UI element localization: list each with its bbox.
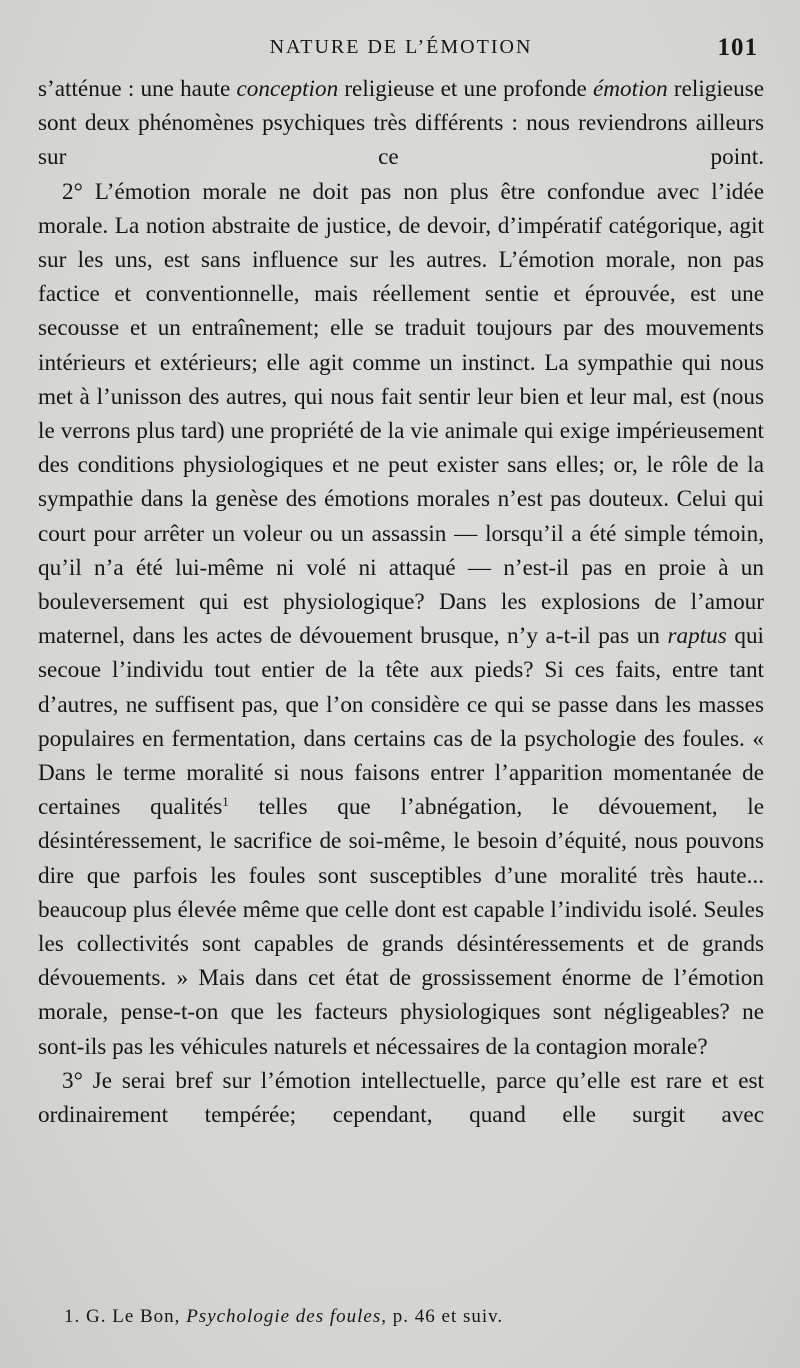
paragraph-1-text-b: religieuse et une profonde	[338, 76, 594, 102]
paragraph-2	[38, 175, 764, 1064]
footnote-book-title: Psychologie des foules	[186, 1306, 382, 1327]
footnote	[64, 1306, 503, 1328]
paragraph-1-emphasis-conception: conception	[236, 76, 339, 102]
paragraph-1-text-c: religieuse sont deux phénomènes psychiques très différents : nous reviendrons ailleurs sur ce point.	[38, 76, 765, 171]
paragraph-3	[38, 1064, 764, 1132]
page-number: 101	[717, 34, 758, 61]
paragraph-2-emphasis-raptus: raptus	[667, 623, 727, 650]
paragraph-2-text-c: telles que l’abnégation, le dévouement, le désintéressement, le sacrifice de soi-même, le besoin d’équité, nous pouvons dire que parfois les foules sont susceptibles d’une moralité très haute... beaucoup plus élevée même que celle dont est capable l’individu isolé. Seules les collectivités sont capables de grands désintéressements et de grands dévouements. » Mais dans cet état de grossissement énorme de l’émotion morale, pense-t-on que les facteurs physiologiques sont négligeables? ne sont-ils pas les véhicules naturels et nécessaires de la contagion morale?	[38, 794, 764, 1060]
running-title: NATURE DE L’ÉMOTION	[269, 36, 533, 58]
footnote-pages: , p. 46 et suiv.	[381, 1306, 504, 1327]
paragraph-1	[38, 72, 764, 175]
paragraph-3-text: 3° Je serai bref sur l’émotion intellectuelle, parce qu’elle est rare et est ordinairement tempérée; cependant, quand elle surgit avec	[38, 1067, 764, 1129]
paragraph-1-text-a: s’atténue : une haute	[38, 76, 237, 102]
footnote-author: G. Le Bon,	[80, 1306, 187, 1327]
paragraph-1-emphasis-emotion: émotion	[593, 76, 668, 102]
footnote-number: 1.	[64, 1306, 81, 1327]
paragraph-2-text-a: 2° L’émotion morale ne doit pas non plus être confondue avec l’idée morale. La notion abstraite de justice, de devoir, d’impératif catégorique, agit sur les uns, est sans influence sur les autres. L’émotion morale, non pas factice et conventionnelle, mais réellement sentie et éprouvée, est une secousse et un entraînement; elle se traduit toujours par des mouvements intérieurs et extérieurs; elle agit comme un instinct. La sympathie qui nous met à l’unisson des autres, qui nous fait sentir leur bien et leur mal, est (nous le verrons plus tard) une propriété de la vie animale qui exige impérieusement des conditions physiologiques et ne peut exister sans elles; or, le rôle de la sympathie dans la genèse des émotions morales n’est pas douteux. Celui qui court pour arrêter un voleur ou un assassin — lorsqu’il a été simple témoin, qu’il n’a été lui-même ni volé ni attaqué — n’est-il pas en proie à un bouleversement qui est physiologique? Dans les explosions de l’amour maternel, dans les actes de dévouement brusque, n’y a-t-il pas un	[38, 178, 764, 650]
paragraph-2-text-b: qui secoue l’individu tout entier de la tête aux pieds? Si ces faits, entre tant d’autres, ne suffisent pas, que l’on considère ce qui se passe dans les masses populaires en fermentation, dans certains cas de la psychologie des foules. « Dans le terme moralité si nous faisons entrer l’apparition momentanée de certaines qualités	[38, 623, 764, 821]
body-text	[38, 72, 764, 1132]
footnote-reference[interactable]: 1	[222, 794, 229, 810]
running-head	[38, 36, 764, 64]
